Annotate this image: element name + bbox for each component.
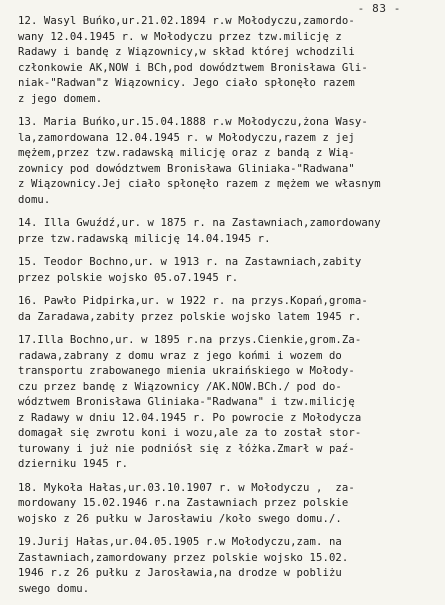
entry-line: domu. bbox=[18, 193, 51, 206]
entry-line: z jego domem. bbox=[18, 92, 103, 105]
entry bbox=[18, 294, 438, 325]
entry-line: członkowie AK,NOW i BCh,pod dowództwem Bronisława Gli- bbox=[18, 61, 368, 74]
entry-line: mordowany 15.02.1946 r.na Zastawniach przez polskie bbox=[18, 497, 349, 509]
entry bbox=[18, 481, 438, 528]
entry-line: mężem,przez tzw.radawską milicję oraz z bandą z Wią- bbox=[18, 147, 355, 159]
entry-line: Radawy i bandę z Wiązownicy,w skład której wchodzili bbox=[18, 46, 355, 58]
entry-line: 13. Maria Buńko,ur.15.04.1888 r.w Mołodyczu,żona Wasy- bbox=[18, 116, 368, 128]
entry-line: da Zaradawa,zabity przez polskie wojsko latem 1945 r. bbox=[18, 310, 362, 323]
entry-line: 17.Illa Bochno,ur. w 1895 r.na przys.Cienkie,grom.Za- bbox=[18, 334, 362, 346]
entries-list bbox=[18, 14, 438, 605]
entry-line: Zastawniach,zamordowany przez polskie wojsko 15.02. bbox=[18, 551, 349, 564]
entry bbox=[18, 333, 438, 473]
entry bbox=[18, 14, 438, 107]
entry-line: turowany i już nie podniósł się z łóżka.Zmarł w paź- bbox=[18, 442, 355, 455]
entry-line: z Wiązownicy.Jej ciało spłonęło razem z mężem we własnym bbox=[18, 178, 381, 190]
entry-line: 18. Mykoła Hałas,ur.03.10.1907 r. w Mołodyczu , za- bbox=[18, 481, 355, 494]
entry bbox=[18, 115, 438, 208]
entry bbox=[18, 535, 438, 597]
entry-line: 15. Teodor Bochno,ur. w 1913 r. na Zastawniach,zabity bbox=[18, 256, 362, 268]
entry bbox=[18, 255, 438, 286]
entry-line: czu przez bandę z Wiązownicy /AK.NOW.BCh./ pod do- bbox=[18, 380, 342, 393]
entry-line: wany 12.04.1945 r. w Mołodyczu przez tzw.milicję z bbox=[18, 30, 342, 43]
entry-line: la,zamordowana 12.04.1945 r. w Mołodyczu,razem z jej bbox=[18, 131, 355, 144]
entry-line: wojsko z 26 pułku w Jarosławiu /koło swego domu./. bbox=[18, 512, 342, 525]
entry-line: 19.Jurij Hałas,ur.04.05.1905 r.w Mołodyczu,zam. na bbox=[18, 536, 342, 548]
entry-line: 14. Illa Gwuźdź,ur. w 1875 r. na Zastawniach,zamordowany bbox=[18, 217, 381, 229]
entry-line: domagał się zwrotu koni i wozu,ale za to został stor- bbox=[18, 427, 362, 439]
entry-line: niak-"Radwan"z Wiązownicy. Jego ciało spłonęło razem bbox=[18, 77, 355, 89]
entry-line: swego domu. bbox=[18, 582, 90, 595]
entry-line: prze tzw.radawską milicję 14.04.1945 r. bbox=[18, 232, 271, 245]
entry-line: dzierniku 1945 r. bbox=[18, 458, 129, 470]
entry-line: wództwem Bronisława Gliniaka-"Radwana" i tzw.milicję bbox=[18, 396, 355, 408]
entry-line: transportu zrabowanego mienia ukraińskiego w Mołody- bbox=[18, 365, 355, 377]
entry-line: radawa,zabrany z domu wraz z jego końmi i wozem do bbox=[18, 349, 342, 362]
entry-line: z Radawy w dniu 12.04.1945 r. Po powrocie z Mołodycza bbox=[18, 411, 362, 424]
entry-line: 16. Pawło Pidpirka,ur. w 1922 r. na przys.Kopań,groma- bbox=[18, 295, 368, 307]
entry-line: zownicy pod dowództwem Bronisława Gliniaka-"Radwana" bbox=[18, 162, 355, 175]
entry-line: 1946 r.z 26 pułku z Jarosławia,na drodze w pobliżu bbox=[18, 567, 342, 579]
page-number: - 83 - bbox=[357, 2, 401, 15]
entry-line: 12. Wasyl Buńko,ur.21.02.1894 r.w Mołodyczu,zamordo- bbox=[18, 15, 355, 27]
entry-line: przez polskie wojsko 05.o7.1945 r. bbox=[18, 271, 239, 284]
entry bbox=[18, 216, 438, 247]
